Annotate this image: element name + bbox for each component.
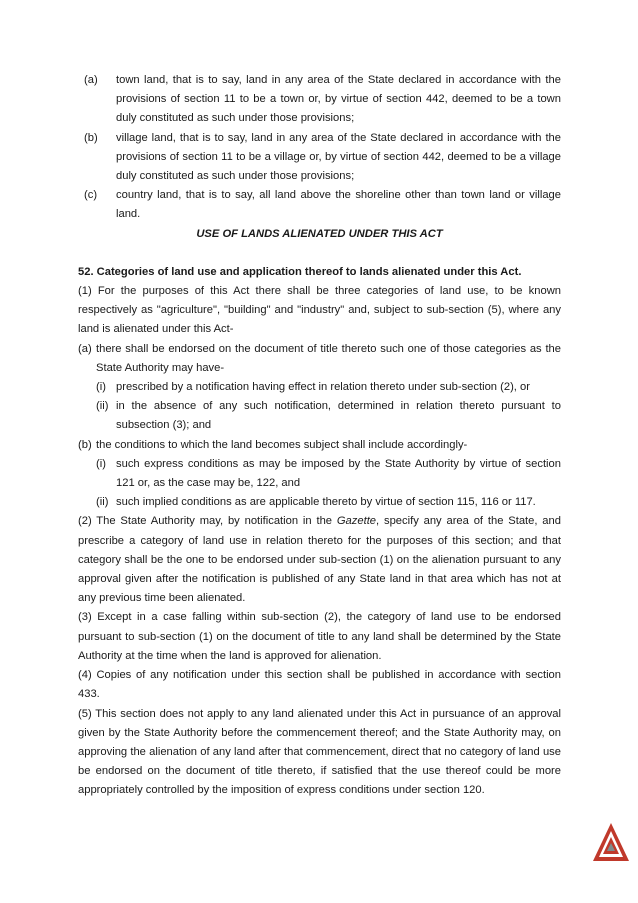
paragraph-2-start: (2) The State Authority may, by notification in the <box>78 515 337 528</box>
paragraph-4: (4) Copies of any notification under this section shall be published in accordance with section 433. <box>78 669 561 701</box>
list-label: (a) <box>78 342 92 355</box>
list-label: (b) <box>84 131 98 144</box>
paragraph-2 <box>78 512 561 608</box>
paragraph-5: (5) This section does not apply to any land alienated under this Act in pursuance of an approval given by the State Authority before the commencement thereof; and the State Authority may, on approving the alienation of any land after that commencement, direct that no category of land use be endorsed on the document of title thereto, if satisfied that the use thereof could be more appropriately controlled by the imposition of express conditions under section 120. <box>78 707 561 797</box>
paragraph-3: (3) Except in a case falling within sub-section (2), the category of land use to be endorsed pursuant to sub-section (1) on the document of title to any land shall be determined by the State Authority at the time when the land is approved for alienation. <box>78 611 561 662</box>
section-heading: USE OF LANDS ALIENATED UNDER THIS ACT <box>196 227 443 240</box>
sub-list-item <box>78 493 561 512</box>
list-text: there shall be endorsed on the document of title thereto such one of those categories as the State Authority may have- <box>96 342 561 374</box>
section-title: 52. Categories of land use and application thereof to lands alienated under this Act. <box>78 265 522 278</box>
list-text: such express conditions as may be imposed by the State Authority by virtue of section 121 or, as the case may be, 122, and <box>116 457 561 490</box>
list-label: (ii) <box>96 400 109 413</box>
sub-list-item <box>78 397 561 435</box>
list-text: prescribed by a notification having effect in relation thereto under sub-section (2), or <box>116 381 530 394</box>
list-text: such implied conditions as are applicable thereto by virtue of section 115, 116 or 117. <box>116 496 536 509</box>
list-label: (c) <box>84 189 98 202</box>
triangle-logo-icon <box>592 822 630 862</box>
list-text: town land, that is to say, land in any area of the State declared in accordance with the provisions of section 11 to be a town or, by virtue of section 442, deemed to be a town duly constituted as such under those provisions; <box>116 74 561 125</box>
list-text: the conditions to which the land becomes subject shall include accordingly- <box>96 438 468 451</box>
list-label: (i) <box>96 381 106 394</box>
list-item <box>78 340 561 378</box>
list-text: in the absence of any such notification, determined in relation thereto pursuant to subsection (3); and <box>116 400 561 432</box>
paragraph-1: (1) For the purposes of this Act there shall be three categories of land use, to be known respectively as "agriculture", "building" and "industry" and, subject to sub-section (5), where any land is alienated under this Act- <box>78 285 561 336</box>
list-text: village land, that is to say, land in any area of the State declared in accordance with the provisions of section 11 to be a village or, by virtue of section 442, deemed to be a village duly constituted as such under those provisions; <box>116 131 561 183</box>
list-label: (b) <box>78 438 92 451</box>
gazette-term: Gazette <box>336 515 377 528</box>
list-label: (ii) <box>96 496 109 509</box>
list-item <box>78 186 561 224</box>
sub-list-item <box>78 455 561 493</box>
spacer <box>78 244 561 263</box>
paragraph-2-end: , specify any area of the State, and prescribe a category of land use in relation thereto for the purposes of this section; and that category shall be the one to be endorsed under sub-section (1) on the alienation pursuant to any approval given after the notification is published of any State land in that area which has not at any previous time been alienated. <box>78 515 561 605</box>
list-item <box>78 129 561 187</box>
list-item <box>78 436 561 455</box>
list-item <box>78 71 561 129</box>
list-label: (i) <box>96 457 106 470</box>
document-body <box>78 71 561 801</box>
list-label: (a) <box>84 74 98 86</box>
sub-list-item <box>78 378 561 397</box>
list-text: country land, that is to say, all land above the shoreline other than town land or village land. <box>116 189 561 221</box>
